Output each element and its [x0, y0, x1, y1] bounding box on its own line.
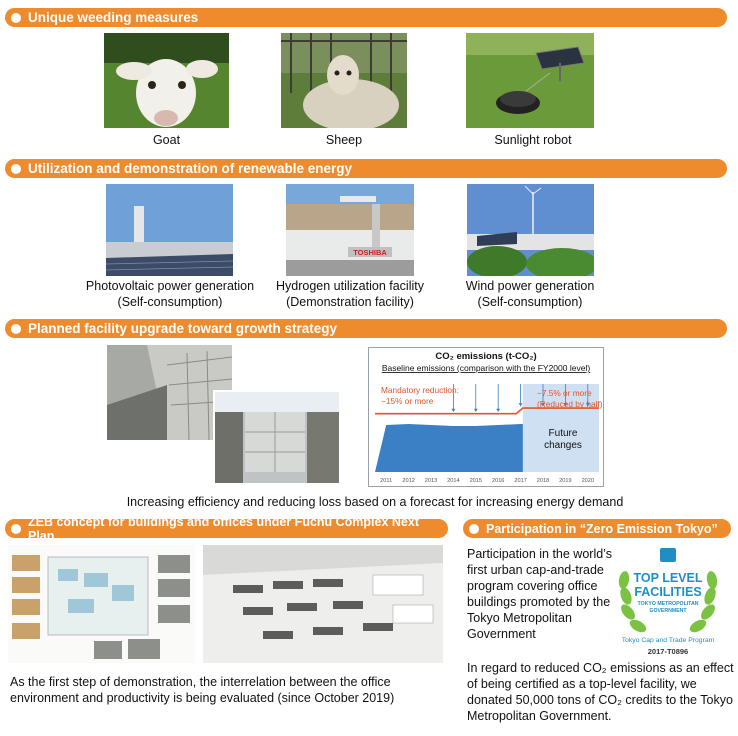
bullet-icon	[11, 164, 21, 174]
zero-emission-paragraph-2: In regard to reduced CO₂ emissions as an effect of being certified as a top-level facility, we donated 50,000 tons of CO₂ credits to the Tokyo Metropolitan Government.	[467, 661, 734, 723]
upgrade-caption: Increasing efficiency and reducing loss based on a forecast for increasing energy demand	[126, 495, 624, 509]
co2-emissions-chart	[368, 347, 604, 487]
chart-subtitle: Baseline emissions (comparison with the FY2000 level)	[381, 363, 591, 373]
x-tick-label: 2011	[380, 478, 393, 484]
bullet-icon	[11, 324, 21, 334]
badge-line2: FACILITIES	[634, 585, 702, 599]
hydrogen-photo	[286, 184, 414, 276]
x-tick-label: 2013	[424, 478, 438, 484]
wind-power-photo	[467, 184, 594, 276]
badge-line1: TOP LEVEL	[633, 571, 703, 585]
reduction-arrow-head	[496, 409, 500, 412]
half-reduction-value: −7.5% or more	[537, 388, 592, 398]
zero-emission-paragraph-1: Participation in the world’s first urban cap-and-trade program covering office buildings promoted by the Tokyo Metropolitan Government	[467, 547, 612, 641]
caption-line1: Hydrogen utilization facility	[276, 279, 424, 293]
sunlight-robot-caption: Sunlight robot	[494, 133, 572, 147]
future-label-line1: Future	[548, 428, 578, 439]
zeb-office-render	[203, 545, 443, 663]
reduction-arrow-head	[519, 403, 523, 406]
section-bar-upgrade	[5, 319, 727, 338]
half-reduction-note: (Reduced by half)	[537, 399, 603, 409]
section-title: Unique weeding measures	[28, 10, 199, 25]
sunlight-robot-photo	[466, 33, 594, 128]
badge-code: 2017-T0896	[647, 647, 689, 656]
wind-power-caption	[430, 278, 630, 310]
reduction-arrow-head	[451, 409, 455, 412]
section-bar-zeb	[5, 514, 448, 543]
sheep-caption: Sheep	[325, 133, 363, 147]
reduction-arrow-head	[474, 409, 478, 412]
photovoltaic-caption	[60, 278, 280, 310]
mandatory-reduction-value: −15% or more	[381, 396, 434, 406]
facility-photo-2	[213, 390, 341, 485]
mandatory-reduction-label: Mandatory reduction:	[381, 385, 459, 395]
x-tick-label: 2017	[514, 478, 527, 484]
section-title: ZEB concept for buildings and offices under Fuchu Complex Next Plan	[28, 514, 420, 543]
badge-program: Tokyo Cap and Trade Program	[621, 637, 715, 644]
goat-caption: Goat	[152, 133, 181, 147]
x-tick-label: 2015	[469, 478, 483, 484]
x-tick-label: 2020	[581, 478, 595, 484]
section-bar-zero-emission	[463, 519, 731, 538]
x-tick-label: 2012	[402, 478, 415, 484]
top-level-facilities-badge	[612, 546, 724, 658]
zeb-caption: As the first step of demonstration, the interrelation between the office environment and productivity is being evaluated (since October 2019)	[10, 675, 395, 705]
bullet-icon	[11, 13, 21, 23]
x-tick-label: 2019	[559, 478, 572, 484]
section-title: Utilization and demonstration of renewable energy	[28, 161, 353, 176]
chart-title: CO₂ emissions (t-CO₂)	[435, 351, 537, 362]
x-tick-label: 2014	[447, 478, 460, 484]
section-title: Planned facility upgrade toward growth strategy	[28, 321, 338, 336]
emissions-area	[375, 424, 523, 472]
toshiba-sign: TOSHIBA	[353, 248, 387, 257]
future-label-line2: changes	[544, 440, 582, 451]
badge-line4: GOVERNMENT	[649, 608, 687, 614]
photovoltaic-photo	[106, 184, 233, 276]
sheep-photo	[281, 33, 407, 128]
bullet-icon	[11, 524, 21, 534]
hydrogen-caption	[250, 278, 450, 310]
caption-line2: (Self-consumption)	[477, 295, 583, 309]
zeb-layout-image	[8, 545, 195, 663]
section-bar-renewable	[5, 159, 727, 178]
goat-photo	[104, 33, 229, 128]
caption-line2: (Self-consumption)	[117, 295, 223, 309]
x-tick-label: 2016	[491, 478, 505, 484]
caption-line1: Wind power generation	[465, 279, 595, 293]
section-bar-weeding	[5, 8, 727, 27]
co2-chart-svg	[369, 348, 603, 486]
x-tick-label: 2018	[536, 478, 550, 484]
caption-line1: Photovoltaic power generation	[85, 279, 255, 293]
badge-line3: TOKYO METROPOLITAN	[637, 601, 699, 607]
caption-line2: (Demonstration facility)	[286, 295, 414, 309]
section-title: Participation in “Zero Emission Tokyo”	[486, 521, 718, 536]
bullet-icon	[469, 524, 479, 534]
